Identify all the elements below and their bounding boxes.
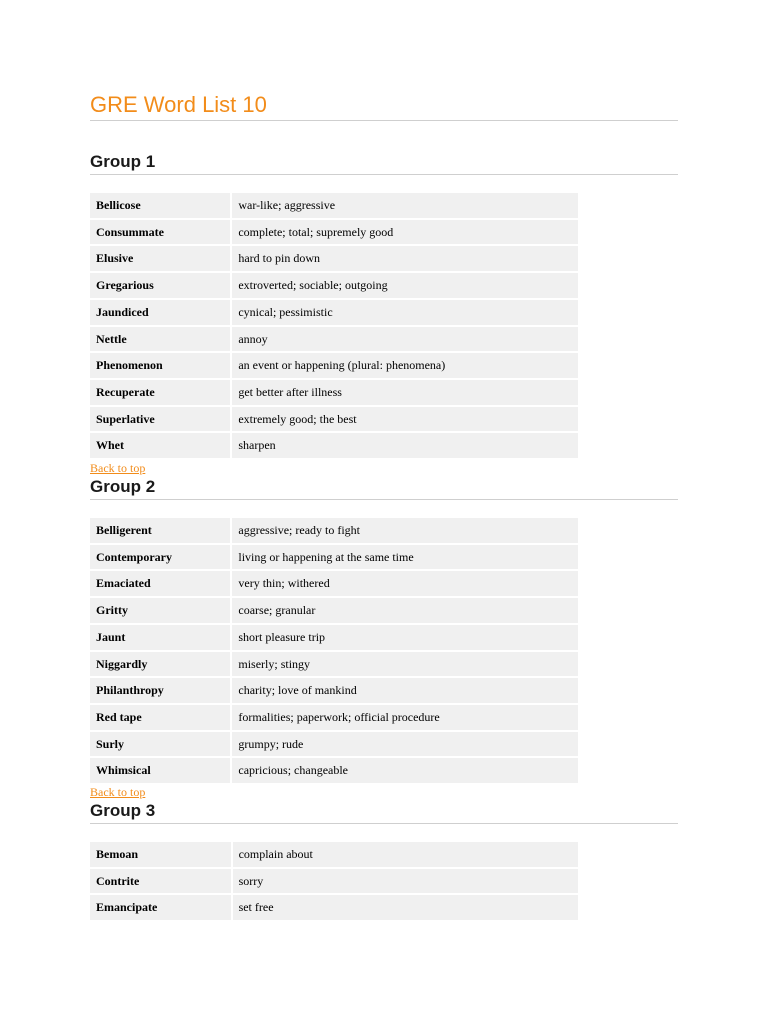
- table-row: [90, 895, 578, 920]
- table-row: [90, 246, 578, 271]
- term-cell: Emancipate: [90, 895, 233, 920]
- table-row: [90, 518, 578, 543]
- table-row: [90, 625, 578, 650]
- table-row: [90, 327, 578, 352]
- definition-cell: an event or happening (plural: phenomena): [232, 353, 578, 378]
- term-cell: Gregarious: [90, 273, 232, 298]
- table-row: [90, 571, 578, 596]
- definition-cell: charity; love of mankind: [232, 678, 578, 703]
- definition-cell: sorry: [233, 869, 578, 894]
- page-title: GRE Word List 10: [90, 90, 678, 121]
- word-group-3: [90, 799, 678, 922]
- word-group-2: [90, 475, 678, 785]
- term-cell: Niggardly: [90, 652, 232, 677]
- group-heading: Group 1: [90, 150, 678, 175]
- term-cell: Bellicose: [90, 193, 232, 218]
- definition-cell: miserly; stingy: [232, 652, 578, 677]
- definition-cell: cynical; pessimistic: [232, 300, 578, 325]
- table-row: [90, 407, 578, 432]
- term-cell: Consummate: [90, 220, 232, 245]
- term-cell: Jaunt: [90, 625, 232, 650]
- term-cell: Contemporary: [90, 545, 232, 570]
- table-row: [90, 220, 578, 245]
- definition-cell: get better after illness: [232, 380, 578, 405]
- definition-cell: complete; total; supremely good: [232, 220, 578, 245]
- definition-cell: extremely good; the best: [232, 407, 578, 432]
- table-row: [90, 652, 578, 677]
- definition-cell: living or happening at the same time: [232, 545, 578, 570]
- term-cell: Philanthropy: [90, 678, 232, 703]
- word-table: [90, 516, 578, 785]
- group-heading: Group 2: [90, 475, 678, 500]
- back-to-top-link[interactable]: Back to top: [90, 785, 146, 799]
- term-cell: Surly: [90, 732, 232, 757]
- term-cell: Nettle: [90, 327, 232, 352]
- term-cell: Recuperate: [90, 380, 232, 405]
- table-row: [90, 598, 578, 623]
- back-to-top-link[interactable]: Back to top: [90, 461, 146, 475]
- definition-cell: hard to pin down: [232, 246, 578, 271]
- table-row: [90, 705, 578, 730]
- table-row: [90, 193, 578, 218]
- definition-cell: set free: [233, 895, 578, 920]
- definition-cell: very thin; withered: [232, 571, 578, 596]
- table-row: [90, 545, 578, 570]
- term-cell: Belligerent: [90, 518, 232, 543]
- term-cell: Elusive: [90, 246, 232, 271]
- table-row: [90, 869, 578, 894]
- term-cell: Jaundiced: [90, 300, 232, 325]
- definition-cell: extroverted; sociable; outgoing: [232, 273, 578, 298]
- term-cell: Superlative: [90, 407, 232, 432]
- definition-cell: grumpy; rude: [232, 732, 578, 757]
- definition-cell: sharpen: [232, 433, 578, 458]
- definition-cell: short pleasure trip: [232, 625, 578, 650]
- table-row: [90, 842, 578, 867]
- term-cell: Contrite: [90, 869, 233, 894]
- table-row: [90, 732, 578, 757]
- definition-cell: capricious; changeable: [232, 758, 578, 783]
- table-row: [90, 353, 578, 378]
- term-cell: Whet: [90, 433, 232, 458]
- table-row: [90, 758, 578, 783]
- table-row: [90, 433, 578, 458]
- term-cell: Red tape: [90, 705, 232, 730]
- definition-cell: coarse; granular: [232, 598, 578, 623]
- group-heading: Group 3: [90, 799, 678, 824]
- table-row: [90, 273, 578, 298]
- table-row: [90, 380, 578, 405]
- table-row: [90, 300, 578, 325]
- word-table: [90, 191, 578, 460]
- definition-cell: annoy: [232, 327, 578, 352]
- term-cell: Phenomenon: [90, 353, 232, 378]
- term-cell: Gritty: [90, 598, 232, 623]
- definition-cell: aggressive; ready to fight: [232, 518, 578, 543]
- term-cell: Bemoan: [90, 842, 233, 867]
- word-table: [90, 840, 578, 922]
- term-cell: Whimsical: [90, 758, 232, 783]
- term-cell: Emaciated: [90, 571, 232, 596]
- definition-cell: complain about: [233, 842, 578, 867]
- table-row: [90, 678, 578, 703]
- word-group-1: [90, 150, 678, 460]
- definition-cell: formalities; paperwork; official procedure: [232, 705, 578, 730]
- definition-cell: war-like; aggressive: [232, 193, 578, 218]
